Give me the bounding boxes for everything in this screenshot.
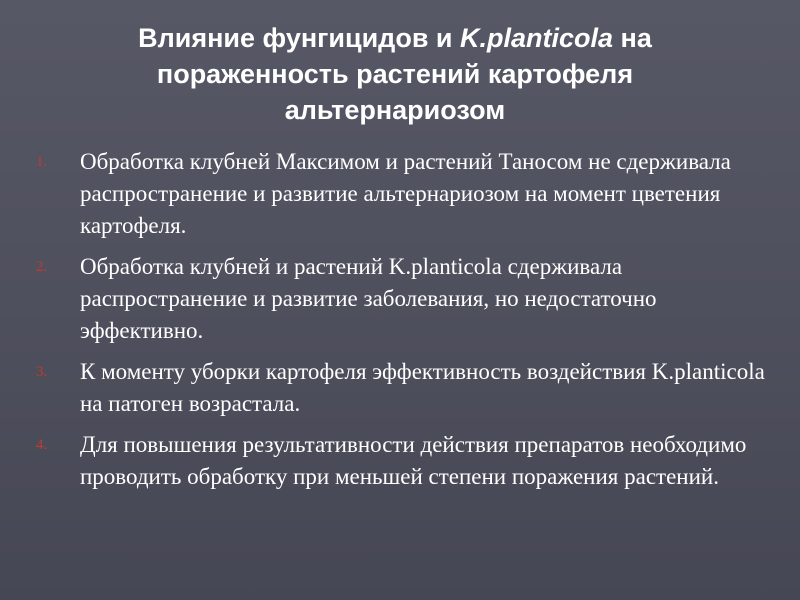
list-item-text: Обработка клубней Максимом и растений Таносом не сдерживала распространение и развитие альтернариозом на момент цветения картофеля. (80, 149, 731, 238)
title-part-2: на пораженность растений картофеля альтернариозом (156, 23, 652, 125)
list-item-text: Обработка клубней и растений K.planticola сдерживала распространение и развитие заболевания, но недостаточно эффективно. (80, 254, 657, 343)
conclusions-list (36, 146, 776, 502)
title-italic-species: K.planticola (460, 23, 614, 53)
slide-title (60, 20, 730, 128)
list-number: 2. (36, 259, 48, 275)
list-item (36, 251, 776, 347)
list-item (36, 356, 776, 420)
list-item (36, 429, 776, 493)
list-item (36, 146, 776, 242)
list-item-text: Для повышения результативности действия препаратов необходимо проводить обработку при меньшей степени поражения растений. (80, 432, 747, 489)
list-number: 1. (36, 154, 48, 170)
title-part-1: Влияние фунгицидов и (138, 23, 461, 53)
list-item-text: К моменту уборки картофеля эффективность воздействия K.planticola на патоген возрастала. (80, 359, 765, 416)
list-number: 3. (36, 364, 48, 380)
list-number: 4. (36, 437, 48, 453)
